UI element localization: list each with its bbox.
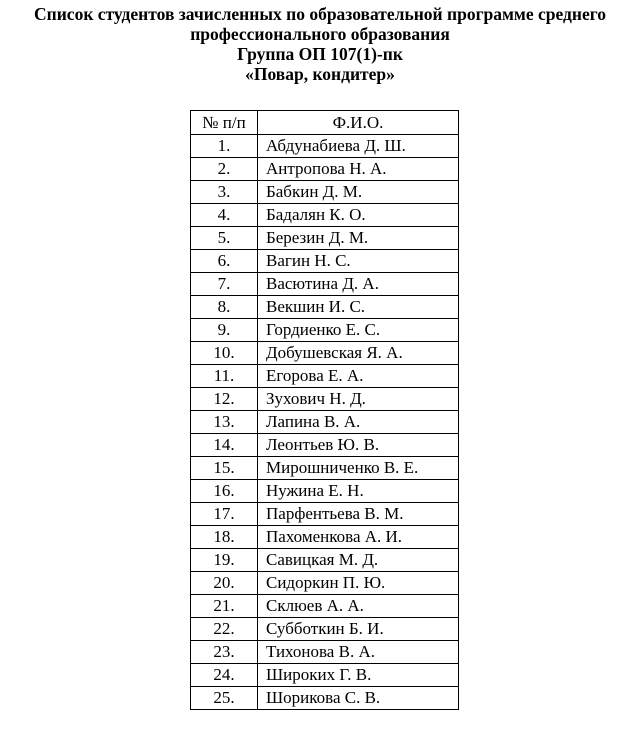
row-number: 3. bbox=[191, 181, 258, 204]
student-name: Пахоменкова А. И. bbox=[258, 526, 459, 549]
student-name: Зухович Н. Д. bbox=[258, 388, 459, 411]
student-name: Шорикова С. В. bbox=[258, 687, 459, 710]
header-title-line: Список студентов зачисленных по образовательной программе среднего bbox=[34, 4, 606, 24]
student-name: Парфентьева В. М. bbox=[258, 503, 459, 526]
row-number: 19. bbox=[191, 549, 258, 572]
column-header-number: № п/п bbox=[191, 111, 258, 135]
table-row bbox=[191, 457, 459, 480]
student-name: Нужина Е. Н. bbox=[258, 480, 459, 503]
table-row bbox=[191, 687, 459, 710]
student-name: Савицкая М. Д. bbox=[258, 549, 459, 572]
student-name: Гордиенко Е. С. bbox=[258, 319, 459, 342]
row-number: 7. bbox=[191, 273, 258, 296]
table-header-row bbox=[191, 111, 459, 135]
table-row bbox=[191, 503, 459, 526]
row-number: 20. bbox=[191, 572, 258, 595]
row-number: 17. bbox=[191, 503, 258, 526]
row-number: 12. bbox=[191, 388, 258, 411]
student-name: Добушевская Я. А. bbox=[258, 342, 459, 365]
row-number: 16. bbox=[191, 480, 258, 503]
row-number: 25. bbox=[191, 687, 258, 710]
student-name: Векшин И. С. bbox=[258, 296, 459, 319]
row-number: 14. bbox=[191, 434, 258, 457]
table-row bbox=[191, 296, 459, 319]
student-name: Широких Г. В. bbox=[258, 664, 459, 687]
table-row bbox=[191, 434, 459, 457]
row-number: 10. bbox=[191, 342, 258, 365]
row-number: 4. bbox=[191, 204, 258, 227]
table-row bbox=[191, 158, 459, 181]
student-name: Бадалян К. О. bbox=[258, 204, 459, 227]
table-row bbox=[191, 342, 459, 365]
student-name: Бабкин Д. М. bbox=[258, 181, 459, 204]
table-row bbox=[191, 135, 459, 158]
student-name: Антропова Н. А. bbox=[258, 158, 459, 181]
student-name: Склюев А. А. bbox=[258, 595, 459, 618]
row-number: 24. bbox=[191, 664, 258, 687]
row-number: 6. bbox=[191, 250, 258, 273]
table-row bbox=[191, 411, 459, 434]
table-body bbox=[191, 135, 459, 710]
table-row bbox=[191, 549, 459, 572]
row-number: 2. bbox=[191, 158, 258, 181]
row-number: 23. bbox=[191, 641, 258, 664]
student-name: Леонтьев Ю. В. bbox=[258, 434, 459, 457]
student-name: Тихонова В. А. bbox=[258, 641, 459, 664]
row-number: 11. bbox=[191, 365, 258, 388]
student-table bbox=[190, 110, 459, 710]
row-number: 22. bbox=[191, 618, 258, 641]
table-row bbox=[191, 641, 459, 664]
student-name: Вагин Н. С. bbox=[258, 250, 459, 273]
table-row bbox=[191, 250, 459, 273]
table-row bbox=[191, 273, 459, 296]
table-row bbox=[191, 365, 459, 388]
row-number: 21. bbox=[191, 595, 258, 618]
row-number: 5. bbox=[191, 227, 258, 250]
row-number: 13. bbox=[191, 411, 258, 434]
student-name: Васютина Д. А. bbox=[258, 273, 459, 296]
document-header bbox=[0, 4, 640, 84]
group-title: Группа ОП 107(1)-пк bbox=[237, 44, 403, 64]
row-number: 9. bbox=[191, 319, 258, 342]
student-name: Березин Д. М. bbox=[258, 227, 459, 250]
table-row bbox=[191, 572, 459, 595]
table-row bbox=[191, 595, 459, 618]
table-row bbox=[191, 227, 459, 250]
student-name: Егорова Е. А. bbox=[258, 365, 459, 388]
student-name: Абдунабиева Д. Ш. bbox=[258, 135, 459, 158]
student-name: Лапина В. А. bbox=[258, 411, 459, 434]
table-row bbox=[191, 480, 459, 503]
table-row bbox=[191, 618, 459, 641]
header-title-line: профессионального образования bbox=[190, 24, 450, 44]
table-row bbox=[191, 388, 459, 411]
program-name: «Повар, кондитер» bbox=[245, 64, 395, 84]
row-number: 1. bbox=[191, 135, 258, 158]
student-name: Мирошниченко В. Е. bbox=[258, 457, 459, 480]
table-row bbox=[191, 664, 459, 687]
table-row bbox=[191, 319, 459, 342]
table-row bbox=[191, 181, 459, 204]
row-number: 15. bbox=[191, 457, 258, 480]
row-number: 18. bbox=[191, 526, 258, 549]
row-number: 8. bbox=[191, 296, 258, 319]
student-name: Сидоркин П. Ю. bbox=[258, 572, 459, 595]
column-header-name: Ф.И.О. bbox=[258, 111, 459, 135]
student-name: Субботкин Б. И. bbox=[258, 618, 459, 641]
table-row bbox=[191, 204, 459, 227]
table-row bbox=[191, 526, 459, 549]
